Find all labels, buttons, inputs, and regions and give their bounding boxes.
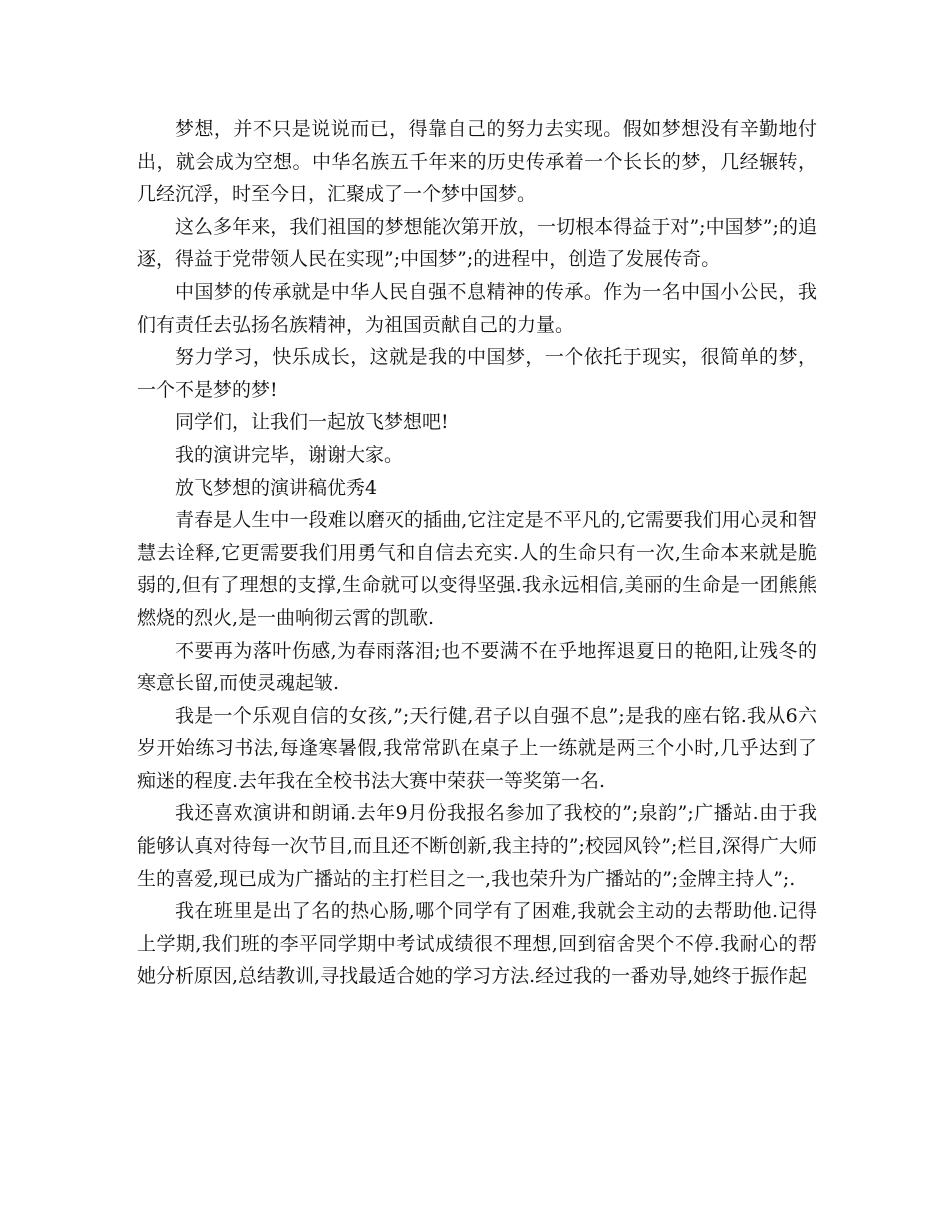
paragraph: 同学们，让我们一起放飞梦想吧! — [175, 411, 449, 434]
paragraph: 不要再为落叶伤感,为春雨落泪;也不要满不在乎地挥退夏日的艳阳,让残冬的寒意长留,而使灵魂起皱. — [137, 639, 817, 695]
paragraph: 中国梦的传承就是中华人民自强不息精神的传承。作为一名中国小公民，我们有责任去弘扬名族精神，为祖国贡献自己的力量。 — [137, 280, 817, 336]
paragraph: 努力学习，快乐成长，这就是我的中国梦，一个依托于现实，很简单的梦，一个不是梦的梦! — [137, 346, 817, 401]
paragraph: 梦想，并不只是说说而已，得靠自己的努力去实现。假如梦想没有辛勤地付出，就会成为空想。中华名族五千年来的历史传承着一个长长的梦，几经辗转，几经沉浮，时至今日，汇聚成了一个梦中国梦。 — [137, 118, 817, 206]
paragraph: 这么多年来，我们祖国的梦想能次第开放，一切根本得益于对”;中国梦”;的追逐，得益于党带领人民在实现”;中国梦”;的进程中，创造了发展传奇。 — [137, 215, 817, 271]
paragraph: 我是一个乐观自信的女孩,”;天行健,君子以自强不息”;是我的座右铭.我从6六岁开始练习书法,每逢寒暑假,我常常趴在桌子上一练就是两三个小时,几乎达到了痴迷的程度.去年我在全校书法大赛中荣获一等奖第一名. — [137, 704, 817, 792]
section-heading: 放飞梦想的演讲稿优秀4 — [175, 476, 378, 499]
paragraph: 我还喜欢演讲和朗诵.去年9月份我报名参加了我校的”;泉韵”;广播站.由于我能够认真对待每一次节目,而且还不断创新,我主持的”;校园风铃”;栏目,深得广大师生的喜爱,现已成为广播站的主打栏目之一,我也荣升为广播站的”;金牌主持人”;. — [137, 802, 817, 890]
paragraph: 青春是人生中一段难以磨灭的插曲,它注定是不平凡的,它需要我们用心灵和智慧去诠释,它更需要我们用勇气和自信去充实.人的生命只有一次,生命本来就是脆弱的,但有了理想的支撑,生命就可以变得坚强.我永远相信,美丽的生命是一团熊熊燃烧的烈火,是一曲响彻云霄的凯歌. — [137, 509, 817, 629]
document-body — [137, 113, 817, 993]
paragraph: 我在班里是出了名的热心肠,哪个同学有了困难,我就会主动的去帮助他.记得上学期,我们班的李平同学期中考试成绩很不理想,回到宿舍哭个不停.我耐心的帮她分析原因,总结教训,寻找最适合她的学习方法.经过我的一番劝导,她终于振作起 — [137, 900, 817, 988]
paragraph: 我的演讲完毕，谢谢大家。 — [175, 443, 404, 466]
